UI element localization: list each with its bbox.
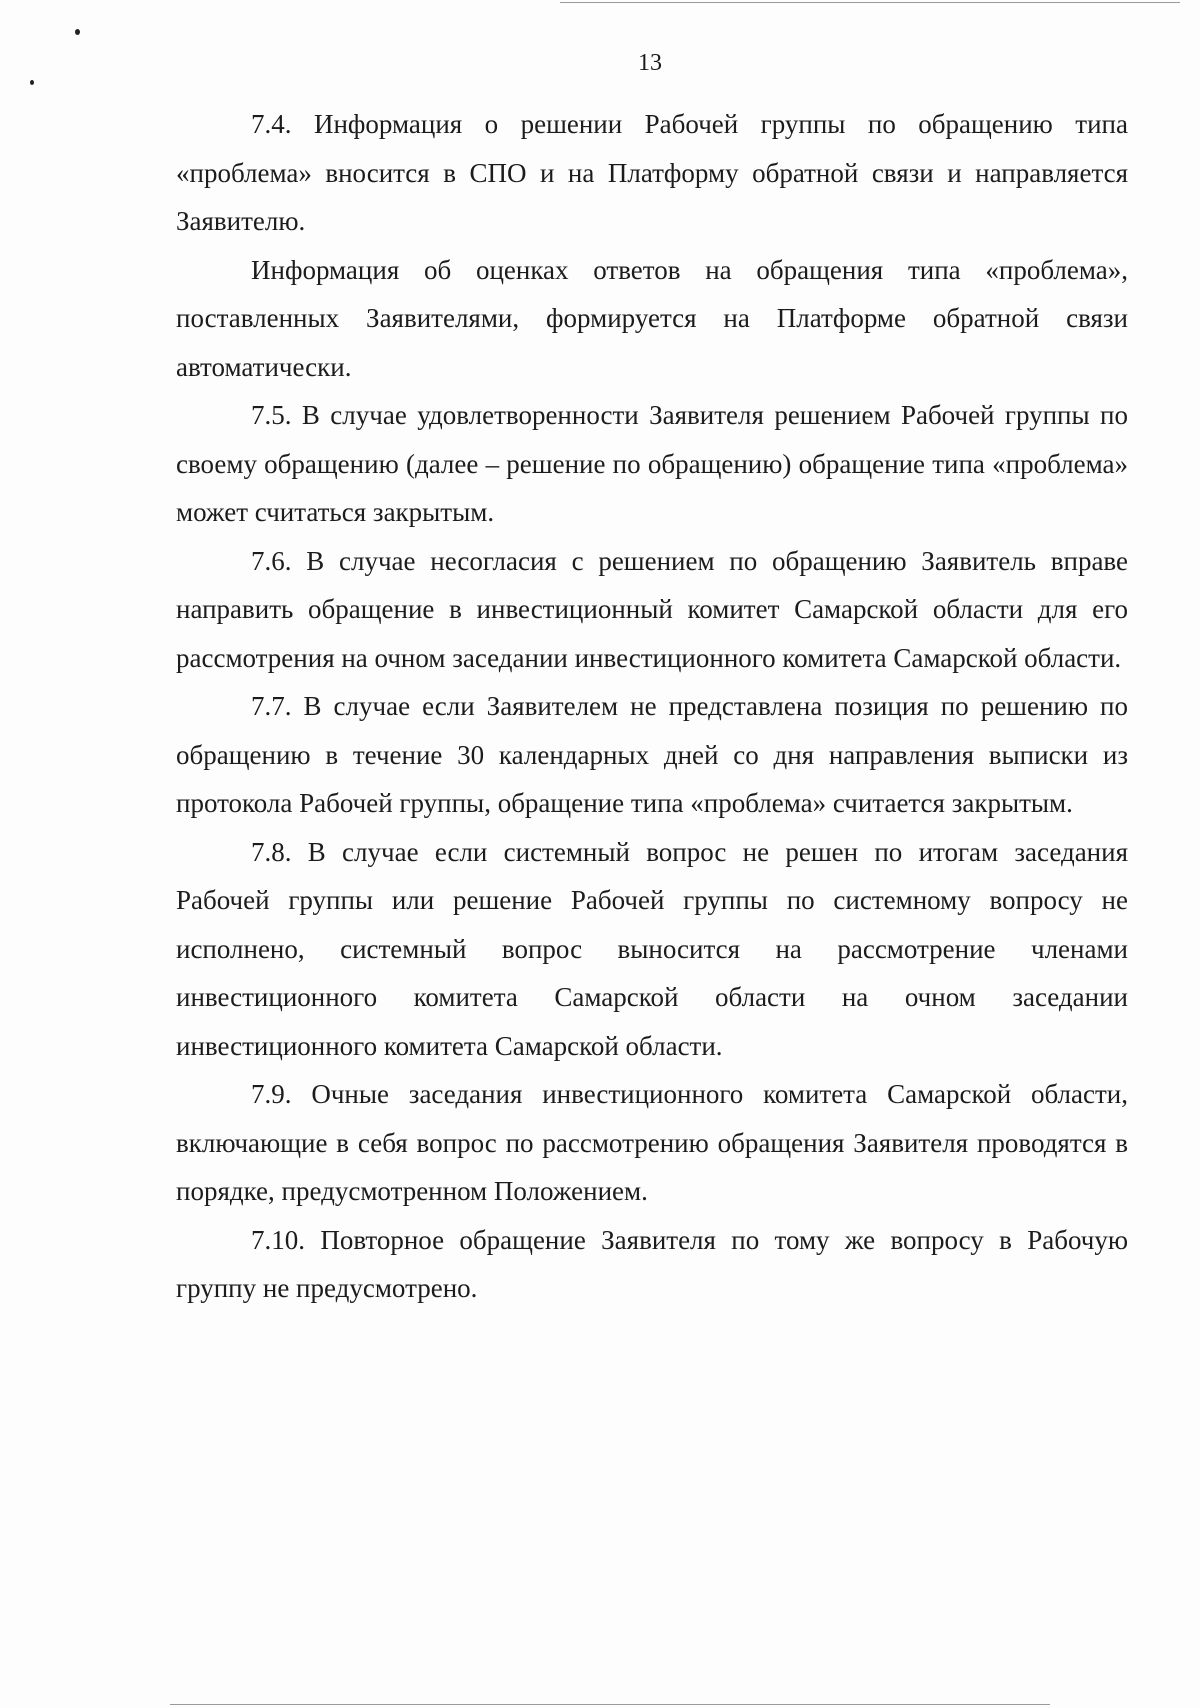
paragraph-7-9: 7.9. Очные заседания инвестиционного комитета Самарской области, включающие в себя вопрос по рассмотрению обращения Заявителя проводятся в порядке, предусмотренном Положением. (176, 1079, 1128, 1206)
paragraph-7-5: 7.5. В случае удовлетворенности Заявителя решением Рабочей группы по своему обращению (далее – решение по обращению) обращение типа «проблема» может считаться закрытым. (176, 400, 1128, 527)
page-number: 13 (638, 50, 662, 76)
scan-edge-bottom (170, 1704, 1050, 1705)
scan-edge-top (560, 2, 1180, 3)
scan-speck (75, 29, 80, 35)
paragraph-7-10: 7.10. Повторное обращение Заявителя по тому же вопросу в Рабочую группу не предусмотрено. (176, 1224, 1128, 1303)
paragraph-7-7: 7.7. В случае если Заявителем не представлена позиция по решению по обращению в течение 30 календарных дней со дня направления выписки из протокола Рабочей группы, обращение типа «проблема» считается закрытым. (176, 691, 1128, 818)
paragraph-7-6: 7.6. В случае несогласия с решением по обращению Заявитель вправе направить обращение в инвестиционный комитет Самарской области для его рассмотрения на очном заседании инвестиционного комитета Самарской области. (176, 545, 1128, 673)
paragraph-7-4: 7.4. Информация о решении Рабочей группы по обращению типа «проблема» вносится в СПО и на Платформу обратной связи и направляется Заявителю. (176, 109, 1128, 236)
document-body (176, 100, 1128, 1313)
paragraph-7-4-ratings: Информация об оценках ответов на обращения типа «проблема», поставленных Заявителями, формируется на Платформе обратной связи автоматически. (176, 254, 1128, 382)
paragraph-7-8: 7.8. В случае если системный вопрос не решен по итогам заседания Рабочей группы или решение Рабочей группы по системному вопросу не исполнено, системный вопрос выносится на рассмотрение членами инвестиционного комитета Самарской области на очном заседании инвестиционного комитета Самарской области. (176, 836, 1128, 1061)
scan-speck (30, 80, 34, 85)
